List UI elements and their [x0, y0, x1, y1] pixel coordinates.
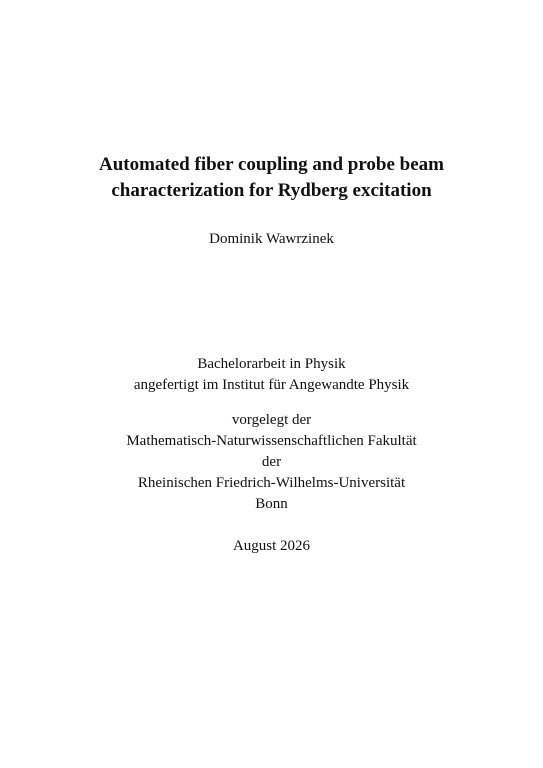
- thesis-title: [0, 152, 543, 204]
- thesis-title-line-2: characterization for Rydberg excitation: [111, 180, 432, 201]
- submission-line-3: der: [261, 454, 282, 470]
- author-name: Dominik Wawrzinek: [209, 231, 334, 247]
- thesis-type-line-2: angefertigt im Institut für Angewandte Physik: [133, 377, 410, 393]
- thesis-type: [0, 354, 543, 396]
- submission-info: [0, 410, 543, 515]
- thesis-type-line-1: Bachelorarbeit in Physik: [197, 356, 346, 372]
- submission-line-2: Mathematisch-Naturwissenschaftlichen Fakultät: [126, 433, 417, 449]
- submission-line-4: Rheinischen Friedrich-Wilhelms-Universität: [137, 475, 406, 491]
- submission-line-5: Bonn: [255, 496, 288, 512]
- submission-date: August 2026: [232, 538, 311, 554]
- thesis-title-line-1: Automated fiber coupling and probe beam: [98, 154, 445, 175]
- submission-line-1: vorgelegt der: [231, 412, 312, 428]
